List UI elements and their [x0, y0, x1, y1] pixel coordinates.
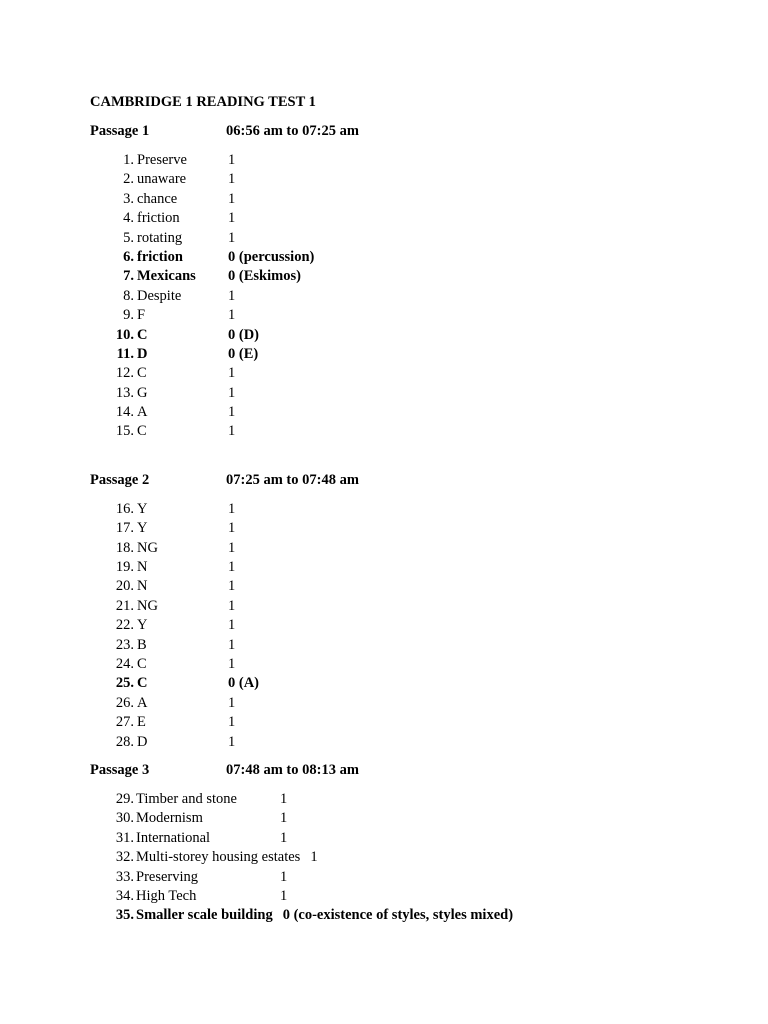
answer-text: A: [137, 404, 148, 421]
answer-number: 30.: [115, 810, 134, 827]
answer-text: High Tech: [136, 887, 197, 904]
answer-number: 8.: [123, 287, 134, 304]
answer-score: 1: [280, 868, 288, 885]
answer-number: 16.: [115, 500, 134, 517]
answer-score: 1: [228, 287, 236, 304]
passage-3: [90, 761, 730, 926]
answer-score: 1: [228, 733, 236, 750]
answer-row: [90, 577, 730, 596]
answer-text: Y: [137, 617, 148, 634]
answer-row: [90, 868, 730, 887]
answer-row: [90, 267, 730, 286]
answer-number: 35.: [115, 907, 134, 924]
answer-text: C: [137, 423, 147, 440]
answer-number: 23.: [115, 636, 134, 653]
answer-row: [90, 597, 730, 616]
answer-text: Preserving: [136, 868, 199, 885]
answer-row: [90, 809, 730, 828]
answer-row: [90, 209, 730, 228]
answer-row: [90, 887, 730, 906]
answer-score: 1: [310, 849, 318, 866]
answer-text: Y: [137, 520, 148, 537]
answer-number: 1.: [123, 152, 134, 168]
answer-text: International: [136, 829, 211, 846]
answer-number: 10.: [115, 326, 134, 343]
answer-text: friction: [137, 248, 183, 265]
answer-list: [90, 500, 730, 752]
answer-number: 19.: [115, 559, 134, 576]
answer-text: A: [137, 694, 148, 711]
answer-number: 21.: [115, 597, 134, 614]
answer-row: [90, 403, 730, 422]
document-page: [90, 93, 730, 926]
passage-2: [90, 471, 730, 752]
passage-1: [90, 122, 730, 442]
passage-time: 07:25 am to 07:48 am: [226, 471, 359, 488]
answer-number: 5.: [123, 229, 134, 246]
answer-score: 0 (co-existence of styles, styles mixed): [282, 907, 514, 924]
passage-name: Passage 3: [90, 761, 150, 778]
answer-score: 1: [228, 404, 236, 421]
answer-number: 27.: [115, 714, 134, 731]
answer-row: [90, 616, 730, 635]
passage-time: 07:48 am to 08:13 am: [226, 761, 359, 778]
answer-row: [90, 151, 730, 170]
answer-number: 2.: [123, 171, 134, 188]
answer-score: 1: [280, 829, 288, 846]
answer-number: 9.: [123, 307, 134, 324]
answer-row: [90, 190, 730, 209]
answer-text: Multi-storey housing estates: [136, 849, 301, 866]
answer-row: [90, 713, 730, 732]
answer-score: 1: [228, 539, 236, 556]
answer-number: 7.: [123, 268, 134, 285]
answer-number: 13.: [115, 384, 134, 401]
answer-number: 33.: [115, 868, 134, 885]
answer-score: 1: [228, 210, 236, 227]
answer-text: Smaller scale building: [136, 907, 273, 924]
answer-number: 4.: [123, 210, 134, 227]
answer-row: [90, 500, 730, 519]
answer-number: 31.: [115, 829, 134, 846]
answer-text: D: [137, 345, 148, 362]
answer-number: 6.: [123, 248, 134, 265]
answer-row: [90, 229, 730, 248]
answer-row: [90, 422, 730, 441]
answer-row: [90, 906, 730, 925]
answer-score: 1: [280, 790, 288, 807]
answer-number: 14.: [115, 404, 134, 421]
answer-number: 15.: [115, 423, 134, 440]
answer-row: [90, 364, 730, 383]
answer-text: C: [137, 655, 147, 672]
answer-number: 22.: [115, 617, 134, 634]
answer-score: 1: [228, 365, 236, 382]
answer-number: 24.: [115, 655, 134, 672]
answer-text: N: [137, 559, 148, 576]
answer-number: 25.: [115, 675, 134, 692]
answer-number: 12.: [115, 365, 134, 382]
answer-score: 0 (D): [228, 326, 260, 343]
passage-name: Passage 1: [90, 123, 150, 139]
answer-score: 0 (E): [228, 345, 259, 362]
answer-score: 1: [228, 597, 236, 614]
passage-name: Passage 2: [90, 471, 150, 488]
answer-score: 1: [228, 423, 236, 440]
answer-number: 26.: [115, 694, 134, 711]
passage-time: 06:56 am to 07:25 am: [226, 123, 359, 139]
answer-score: 1: [228, 190, 236, 207]
answer-text: Timber and stone: [136, 790, 237, 807]
answer-text: rotating: [137, 229, 183, 246]
answer-text: chance: [137, 190, 178, 207]
answer-row: [90, 306, 730, 325]
answer-score: 1: [228, 384, 236, 401]
answer-row: [90, 519, 730, 538]
answer-text: F: [137, 307, 146, 324]
answer-score: 1: [228, 520, 236, 537]
answer-row: [90, 170, 730, 189]
answer-row: [90, 655, 730, 674]
answer-row: [90, 326, 730, 345]
answer-row: [90, 733, 730, 752]
document-title: CAMBRIDGE 1 READING TEST 1: [90, 94, 316, 110]
answer-score: 0 (percussion): [228, 248, 315, 265]
answer-score: 1: [280, 810, 288, 827]
passage-header: [90, 761, 730, 780]
answer-row: [90, 848, 730, 867]
answer-text: D: [137, 733, 148, 750]
answer-text: B: [137, 636, 147, 653]
answer-number: 28.: [115, 733, 134, 750]
answer-score: 1: [228, 636, 236, 653]
answer-row: [90, 674, 730, 693]
answer-row: [90, 384, 730, 403]
answer-score: 1: [280, 887, 288, 904]
answer-number: 17.: [115, 520, 134, 537]
answer-score: 1: [228, 559, 236, 576]
answer-text: C: [137, 326, 148, 343]
answer-score: 1: [228, 307, 236, 324]
answer-score: 1: [228, 694, 236, 711]
answer-text: E: [137, 714, 146, 731]
answer-score: 1: [228, 152, 236, 168]
answer-number: 20.: [115, 578, 134, 595]
answer-row: [90, 539, 730, 558]
answer-score: 0 (A): [228, 675, 260, 692]
answer-row: [90, 636, 730, 655]
answer-text: G: [137, 384, 148, 401]
answer-text: Despite: [137, 287, 182, 304]
answer-score: 1: [228, 500, 236, 517]
answer-score: 1: [228, 714, 236, 731]
answer-number: 11.: [116, 345, 134, 362]
answer-text: N: [137, 578, 148, 595]
answer-number: 18.: [115, 539, 134, 556]
answer-list: [90, 151, 730, 442]
answer-number: 29.: [115, 790, 134, 807]
passage-header: [90, 122, 730, 141]
answer-number: 34.: [115, 887, 134, 904]
answer-score: 1: [228, 229, 236, 246]
answer-number: 3.: [123, 190, 134, 207]
answer-score: 0 (Eskimos): [228, 268, 301, 285]
answer-score: 1: [228, 578, 236, 595]
answer-text: NG: [137, 597, 158, 614]
answer-text: Y: [137, 500, 148, 517]
answer-row: [90, 345, 730, 364]
answer-row: [90, 558, 730, 577]
answer-row: [90, 790, 730, 809]
answer-row: [90, 248, 730, 267]
answer-score: 1: [228, 171, 236, 188]
answer-score: 1: [228, 617, 236, 634]
answer-text: Preserve: [137, 152, 187, 168]
answer-text: C: [137, 365, 147, 382]
answer-row: [90, 287, 730, 306]
answer-text: Mexicans: [137, 268, 196, 285]
answer-row: [90, 829, 730, 848]
answer-score: 1: [228, 655, 236, 672]
answer-number: 32.: [115, 849, 134, 866]
answer-text: friction: [137, 210, 180, 227]
answer-text: NG: [137, 539, 158, 556]
answer-text: Modernism: [136, 810, 203, 827]
answer-list: [90, 790, 730, 926]
answer-row: [90, 694, 730, 713]
answer-text: C: [137, 675, 148, 692]
passage-header: [90, 471, 730, 490]
answer-text: unaware: [137, 171, 187, 188]
